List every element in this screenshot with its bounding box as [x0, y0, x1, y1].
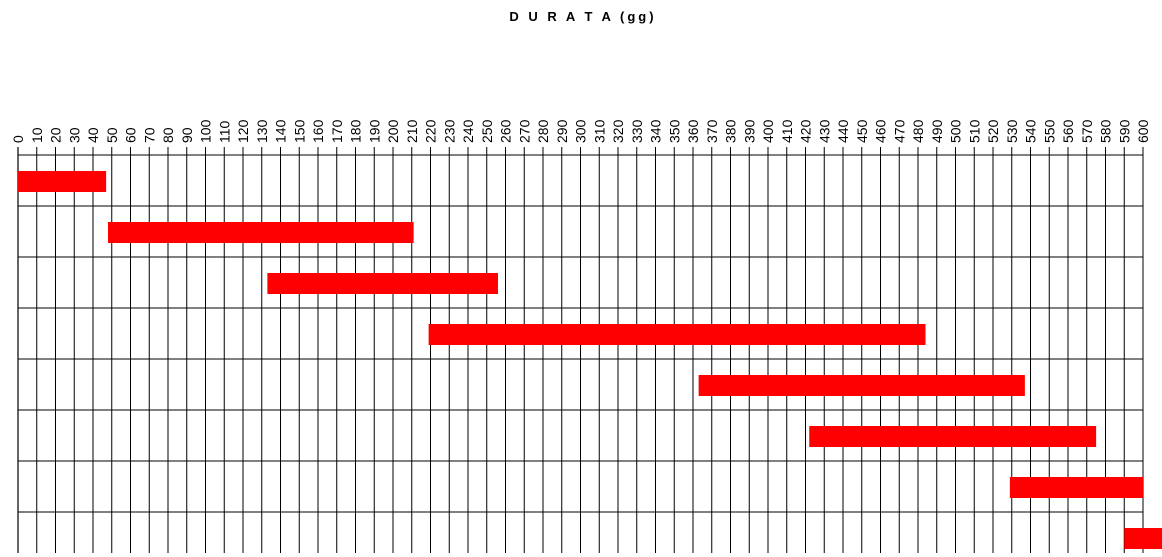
- bar-3: [267, 273, 498, 294]
- tick-label-480: 480: [910, 119, 926, 143]
- tick-label-130: 130: [253, 119, 270, 143]
- tick-label-60: 60: [122, 127, 139, 143]
- tick-label-500: 500: [947, 119, 964, 143]
- tick-label-220: 220: [422, 119, 439, 143]
- tick-label-190: 190: [366, 119, 383, 143]
- tick-label-320: 320: [610, 119, 626, 143]
- bar-7: [1010, 477, 1143, 498]
- bar-4: [429, 324, 926, 345]
- bar-6: [809, 426, 1096, 447]
- tick-label-200: 200: [385, 119, 401, 143]
- tick-label-270: 270: [516, 119, 533, 143]
- tick-label-70: 70: [141, 127, 158, 143]
- tick-label-380: 380: [722, 119, 739, 143]
- tick-label-120: 120: [235, 119, 251, 143]
- tick-label-400: 400: [760, 119, 776, 143]
- tick-label-80: 80: [160, 127, 176, 143]
- tick-label-410: 410: [778, 119, 795, 143]
- bar-1: [18, 171, 106, 192]
- tick-label-350: 350: [666, 119, 683, 143]
- tick-label-240: 240: [460, 119, 476, 143]
- tick-label-50: 50: [103, 127, 120, 143]
- tick-label-280: 280: [535, 119, 551, 143]
- tick-label-100: 100: [197, 119, 214, 143]
- tick-label-0: 0: [10, 135, 26, 143]
- tick-label-490: 490: [928, 119, 945, 143]
- tick-label-360: 360: [685, 119, 701, 143]
- tick-label-150: 150: [291, 119, 308, 143]
- tick-label-600: 600: [1135, 119, 1151, 143]
- tick-label-140: 140: [272, 119, 289, 143]
- tick-label-20: 20: [47, 127, 64, 143]
- tick-label-30: 30: [66, 127, 83, 143]
- tick-label-180: 180: [347, 119, 364, 143]
- tick-label-540: 540: [1022, 119, 1039, 143]
- tick-label-390: 390: [741, 119, 758, 143]
- tick-label-40: 40: [85, 127, 101, 143]
- tick-labels: [10, 119, 1151, 143]
- chart-title: D U R A T A (gg): [509, 9, 657, 24]
- tick-label-520: 520: [985, 119, 1001, 143]
- grid: [18, 147, 1143, 553]
- tick-label-230: 230: [441, 119, 458, 143]
- bar-2: [108, 222, 414, 243]
- tick-label-170: 170: [328, 119, 345, 143]
- tick-label-290: 290: [553, 119, 570, 143]
- tick-label-160: 160: [310, 119, 326, 143]
- tick-label-430: 430: [816, 119, 833, 143]
- tick-label-550: 550: [1041, 119, 1058, 143]
- tick-label-570: 570: [1078, 119, 1095, 143]
- tick-label-580: 580: [1097, 119, 1114, 143]
- tick-label-260: 260: [497, 119, 514, 143]
- bars: [18, 171, 1162, 549]
- tick-label-590: 590: [1116, 119, 1133, 143]
- tick-label-340: 340: [647, 119, 664, 143]
- tick-label-470: 470: [891, 119, 908, 143]
- tick-label-460: 460: [872, 119, 889, 143]
- tick-label-530: 530: [1003, 119, 1020, 143]
- tick-label-440: 440: [835, 119, 851, 143]
- tick-label-330: 330: [628, 119, 645, 143]
- tick-label-420: 420: [797, 119, 814, 143]
- tick-label-90: 90: [178, 127, 195, 143]
- tick-label-10: 10: [28, 127, 45, 143]
- tick-label-450: 450: [853, 119, 870, 143]
- bar-8: [1124, 528, 1162, 549]
- tick-label-110: 110: [216, 120, 233, 143]
- bar-5: [699, 375, 1025, 396]
- tick-label-210: 210: [403, 119, 420, 143]
- tick-label-300: 300: [572, 119, 589, 143]
- tick-label-370: 370: [703, 119, 720, 143]
- tick-label-560: 560: [1060, 119, 1076, 143]
- tick-label-510: 510: [966, 119, 983, 143]
- tick-label-250: 250: [478, 119, 495, 143]
- tick-label-310: 310: [591, 119, 608, 143]
